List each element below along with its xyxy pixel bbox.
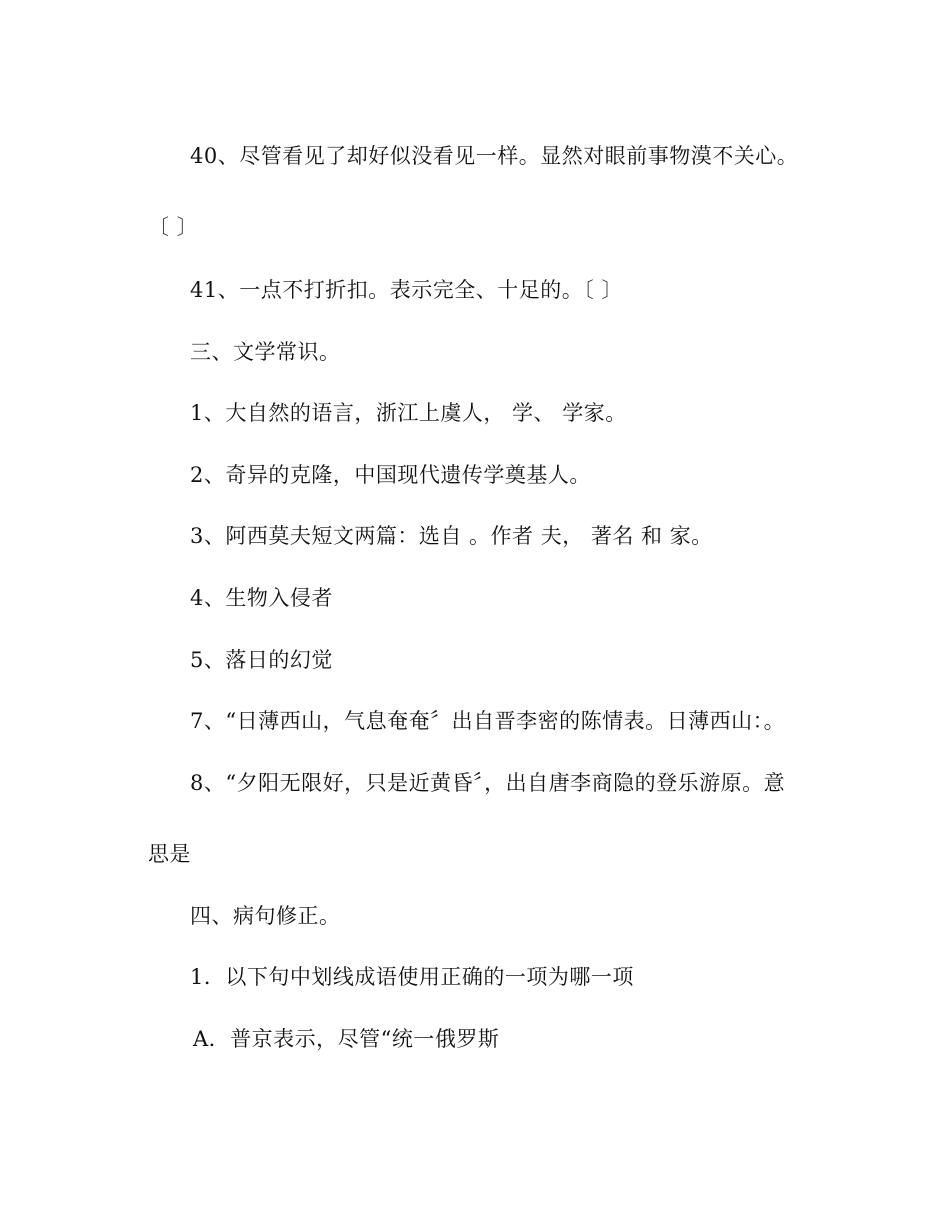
text-line-q40: 40、尽管看见了却好似没看见一样。显然对眼前事物漠不关心。 [190, 144, 799, 168]
text-line-lit-3: 3、阿西莫夫短文两篇：选自 。作者 夫， 著名 和 家。 [190, 524, 713, 548]
text-line-lit-1: 1、大自然的语言，浙江上虞人， 学、 学家。 [190, 401, 627, 425]
text-line-lit-8-cont: 思是 [148, 842, 191, 866]
text-line-lit-4: 4、生物入侵者 [190, 586, 333, 610]
text-line-question-1: 1．以下句中划线成语使用正确的一项为哪一项 [190, 965, 634, 989]
text-line-q40-bracket: 〔 〕 [148, 215, 199, 239]
text-line-lit-7: 7、“日薄西山，气息奄奄〞出自晋李密的陈情表。日薄西山：。 [190, 709, 786, 733]
text-line-lit-2: 2、奇异的克隆，中国现代遗传学奠基人。 [190, 463, 591, 487]
text-line-option-a: A．普京表示，尽管“统一俄罗斯 [193, 1027, 500, 1051]
text-line-q41: 41、一点不打折扣。表示完全、十足的。〔 〕 [190, 278, 623, 302]
section-heading-literature: 三、文学常识。 [190, 340, 341, 364]
text-line-lit-8: 8、“夕阳无限好，只是近黄昏〞，出自唐李商隐的登乐游原。意 [190, 771, 786, 795]
text-line-lit-5: 5、落日的幻觉 [190, 648, 333, 672]
section-heading-sentence-correction: 四、病句修正。 [190, 904, 341, 928]
